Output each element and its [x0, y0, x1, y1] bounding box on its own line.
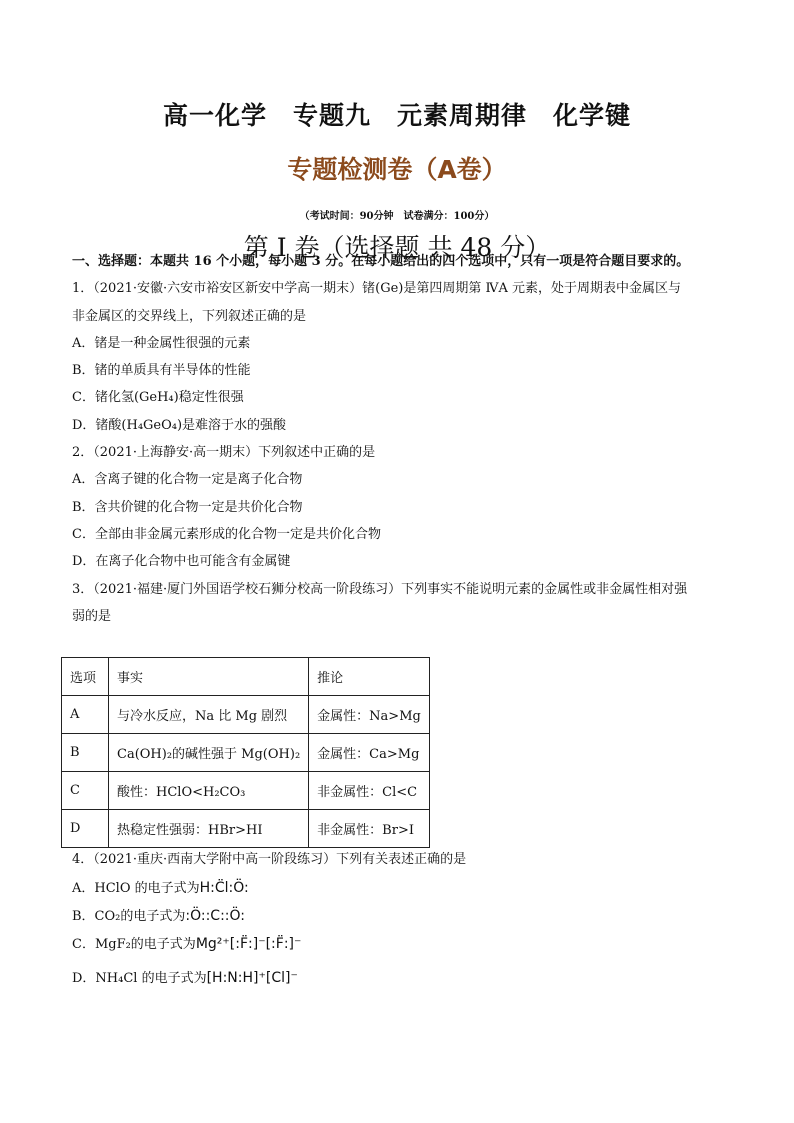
co2-electron-formula: :Ö::C::Ö: [185, 908, 245, 924]
table-cell: Ca(OH)₂的碱性强于 Mg(OH)₂ [109, 734, 309, 772]
fluoride-ion-2: [:F̈:]⁻ [265, 936, 302, 952]
question-body [72, 248, 732, 630]
q1-stem-line2: 非金属区的交界线上，下列叙述正确的是 [72, 308, 307, 324]
table-row [62, 696, 430, 734]
hclo-electron-formula: H:C̈l:Ö: [199, 880, 249, 896]
table-cell: 非金属性：Cl<C [309, 772, 430, 810]
q4-option-c [72, 930, 732, 958]
q4-option-a [72, 874, 732, 902]
q4-option-b-label: B．CO₂的电子式为 [72, 909, 186, 924]
table-cell: 金属性：Ca>Mg [309, 734, 430, 772]
table-cell: C [62, 772, 109, 810]
q4-option-b [72, 902, 732, 930]
q4-option-d-label: D．NH₄Cl 的电子式为 [72, 971, 207, 986]
table-cell: 酸性：HClO<H₂CO₃ [109, 772, 309, 810]
table-cell: 与冷水反应，Na 比 Mg 剧烈 [109, 696, 309, 734]
table-row [62, 734, 430, 772]
table-header-cell: 选项 [62, 658, 109, 696]
mg-ion: Mg²⁺ [195, 936, 230, 952]
table-cell: B [62, 734, 109, 772]
ammonium-ion: [H:N:H]⁺ [206, 970, 266, 986]
q3-table [61, 657, 430, 848]
q4-block [72, 846, 732, 998]
q3-stem-line2: 弱的是 [72, 608, 112, 624]
part-title: 第 I 卷（选择题 共 48 分） [243, 233, 551, 262]
chloride-ion: [Cl]⁻ [265, 970, 298, 986]
q2-option-a: A．含离子键的化合物一定是离子化合物 [72, 472, 303, 488]
q1-option-c: C．锗化氢(GeH₄)稳定性很强 [72, 390, 244, 406]
table-cell: 金属性：Na>Mg [309, 696, 430, 734]
table-header-cell: 推论 [309, 658, 430, 696]
table-cell: 非金属性：Br>I [309, 810, 430, 848]
q2-option-b: B．含共价键的化合物一定是共价化合物 [72, 499, 303, 515]
q1-option-d: D．锗酸(H₄GeO₄)是难溶于水的强酸 [72, 417, 287, 433]
table-row [62, 810, 430, 848]
table-cell: 热稳定性强弱：HBr>HI [109, 810, 309, 848]
q4-option-a-label: A．HClO 的电子式为 [72, 881, 200, 896]
q2-option-c: C．全部由非金属元素形成的化合物一定是共价化合物 [72, 526, 381, 542]
q4-stem: 4．（2021·重庆·西南大学附中高一阶段练习）下列有关表述正确的是 [72, 852, 467, 867]
table-row [62, 772, 430, 810]
q3-stem-line1: 3．（2021·福建·厦门外国语学校石狮分校高一阶段练习）下列事实不能说明元素的金属性或非金属性相对强 [72, 581, 688, 597]
q4-option-c-label: C．MgF₂的电子式为 [72, 937, 196, 952]
document-subtitle: 专题检测卷（A卷） [287, 155, 507, 184]
q2-stem: 2．（2021·上海静安·高一期末）下列叙述中正确的是 [72, 445, 376, 461]
table-cell: D [62, 810, 109, 848]
q1-option-b: B．锗的单质具有半导体的性能 [72, 363, 251, 379]
q1-stem-line1: 1．（2021·安徽·六安市裕安区新安中学高一期末）锗(Ge)是第四周期第 ⅣA 元素，处于周期表中金属区与 [72, 281, 681, 297]
q2-option-d: D．在离子化合物中也可能含有金属键 [72, 554, 291, 570]
q1-option-a: A．锗是一种金属性很强的元素 [72, 335, 251, 351]
document-title: 高一化学 专题九 元素周期律 化学键 [162, 101, 631, 130]
fluoride-ion-1: [:F̈:]⁻ [229, 936, 266, 952]
table-header-row [62, 658, 430, 696]
q4-option-d [72, 958, 732, 998]
section-intro: 一、选择题：本题共 16 个小题，每小题 3 分。在每小题给出的四个选项中，只有一项是符合题目要求的。 [72, 254, 690, 269]
table-cell: A [62, 696, 109, 734]
exam-info: （考试时间：90分钟 试卷满分：100分） [299, 211, 495, 222]
table-header-cell: 事实 [109, 658, 309, 696]
